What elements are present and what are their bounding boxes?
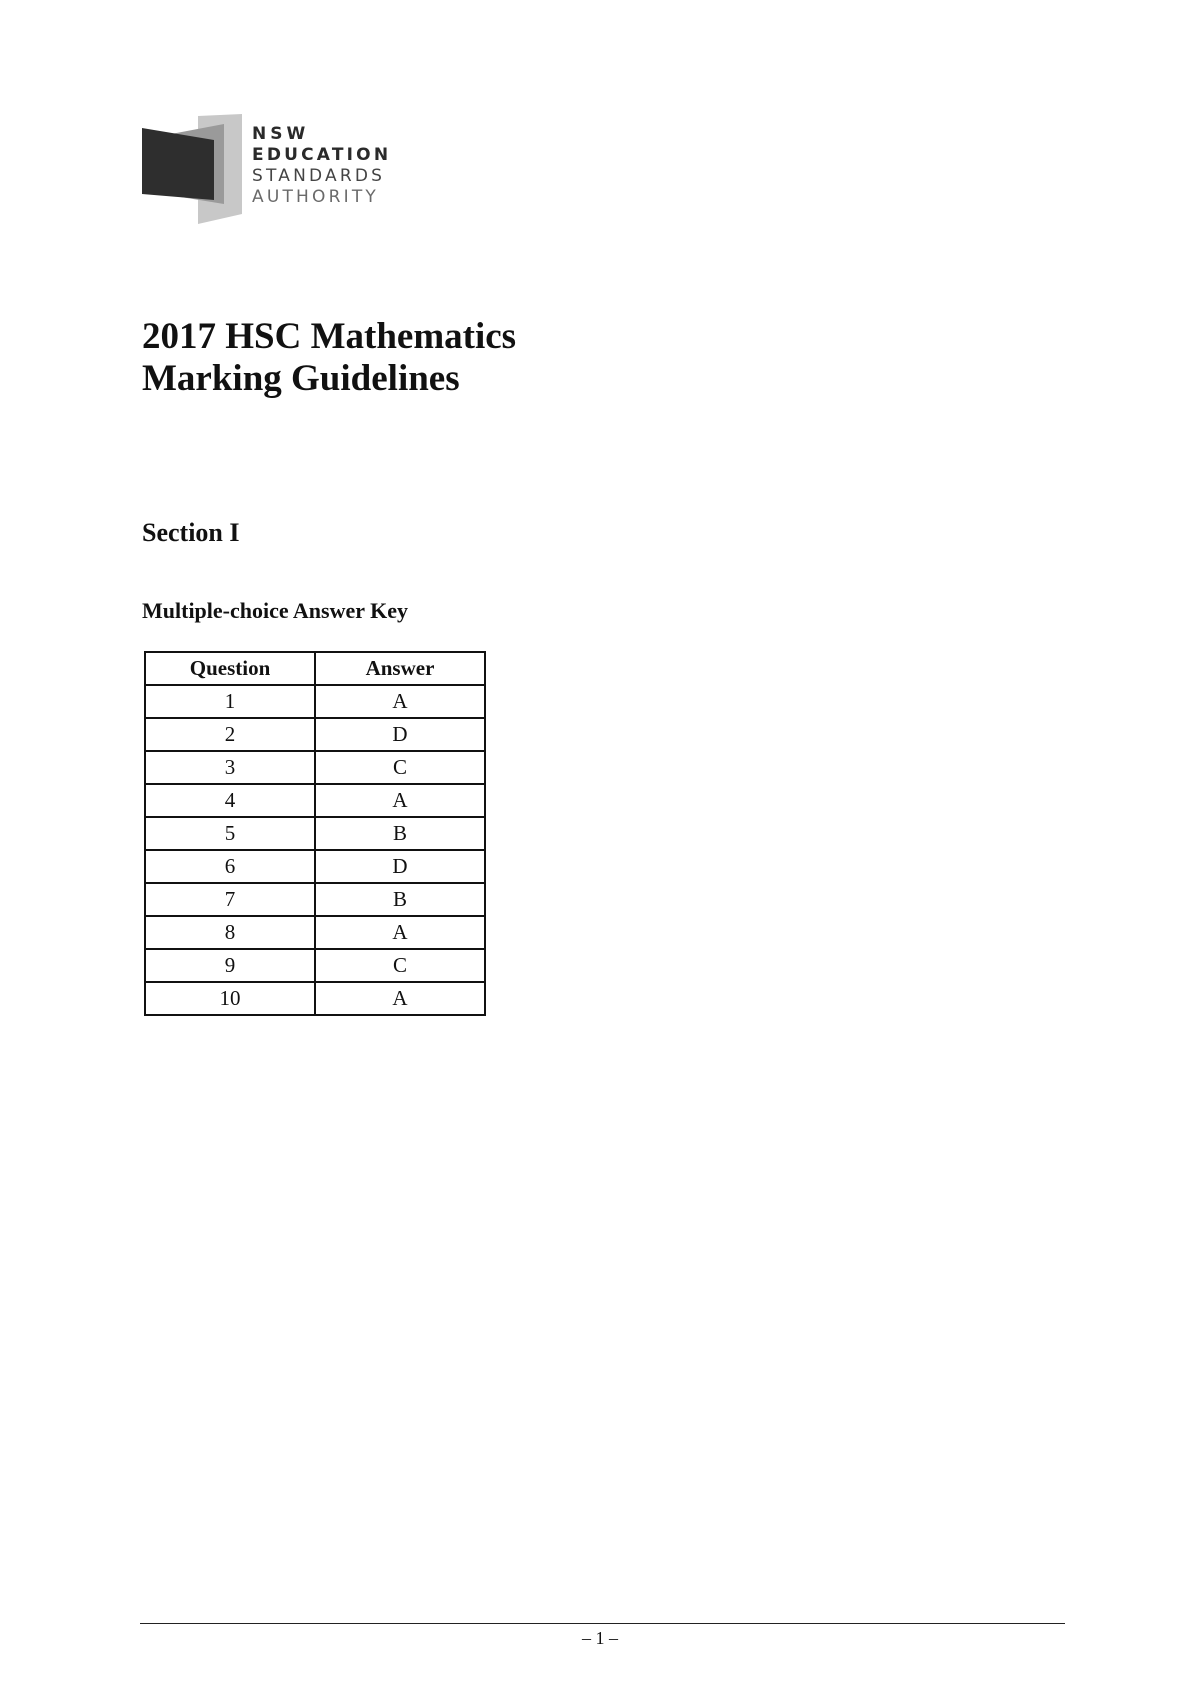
table-row (145, 685, 485, 718)
answer-letter: B (315, 883, 485, 916)
footer-divider (140, 1623, 1065, 1624)
question-number: 9 (145, 949, 315, 982)
answer-key-heading: Multiple-choice Answer Key (142, 598, 408, 623)
answer-letter: A (315, 916, 485, 949)
answer-key-table (144, 651, 486, 1016)
logo-line-authority: AUTHORITY (252, 187, 380, 207)
logo-line-nsw: NSW (252, 124, 310, 144)
question-number: 5 (145, 817, 315, 850)
document-title-line-2: Marking Guidelines (142, 358, 460, 399)
question-number: 4 (145, 784, 315, 817)
answer-letter: D (315, 850, 485, 883)
question-number: 7 (145, 883, 315, 916)
table-header-row (145, 652, 485, 685)
table-row (145, 883, 485, 916)
answer-letter: A (315, 982, 485, 1015)
table-row (145, 949, 485, 982)
table-row (145, 916, 485, 949)
column-header-question: Question (145, 652, 315, 685)
nesa-logo-wordmark (252, 124, 391, 208)
document-title (142, 316, 516, 400)
table-row (145, 751, 485, 784)
question-number: 6 (145, 850, 315, 883)
answer-letter: C (315, 751, 485, 784)
table-row (145, 817, 485, 850)
section-heading: Section I (142, 518, 240, 547)
question-number: 10 (145, 982, 315, 1015)
table-row (145, 850, 485, 883)
logo-line-education: EDUCATION (252, 145, 392, 165)
column-header-answer: Answer (315, 652, 485, 685)
answer-letter: A (315, 685, 485, 718)
question-number: 2 (145, 718, 315, 751)
answer-letter: D (315, 718, 485, 751)
question-number: 1 (145, 685, 315, 718)
answer-letter: A (315, 784, 485, 817)
table-row (145, 784, 485, 817)
nesa-logo-mark (142, 112, 252, 224)
document-title-line-1: 2017 HSC Mathematics (142, 316, 517, 357)
page-number: – 1 – (582, 1628, 618, 1648)
table-row (145, 982, 485, 1015)
table-row (145, 718, 485, 751)
answer-letter: B (315, 817, 485, 850)
logo-line-standards: STANDARDS (252, 166, 386, 186)
question-number: 3 (145, 751, 315, 784)
question-number: 8 (145, 916, 315, 949)
answer-letter: C (315, 949, 485, 982)
nesa-logo (142, 112, 402, 224)
